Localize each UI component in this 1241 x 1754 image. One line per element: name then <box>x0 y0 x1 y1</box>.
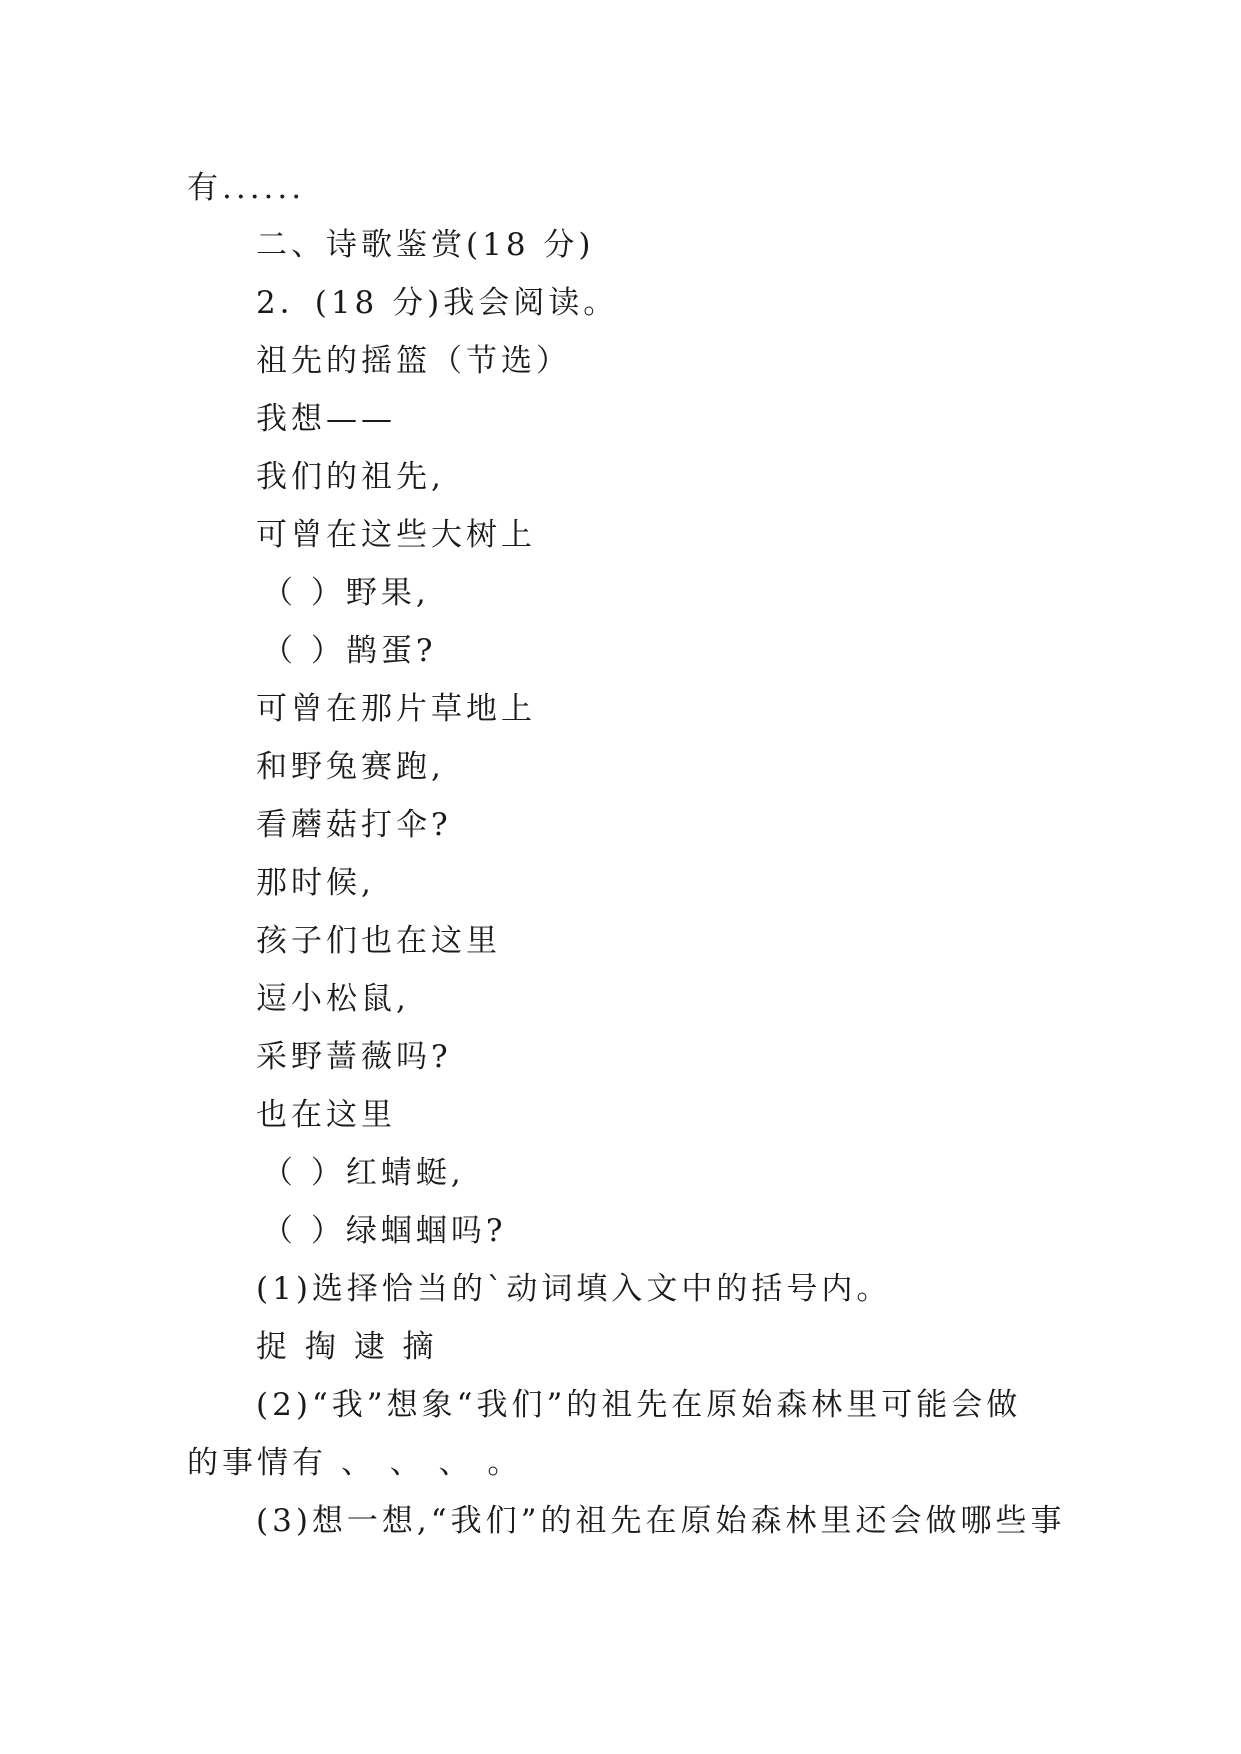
poem-line: 逗小松鼠, <box>256 981 410 1017</box>
poem-line-blank: （ ）野果, <box>262 575 430 611</box>
question-heading: 2．(18 分)我会阅读。 <box>256 285 619 321</box>
poem-line: 采野蔷薇吗? <box>256 1039 452 1075</box>
poem-line: 和野兔赛跑, <box>256 749 445 785</box>
poem-line-blank: （ ）绿蝈蝈吗? <box>262 1213 507 1249</box>
verb-options: 捉 掏 逮 摘 <box>256 1329 438 1365</box>
sub-question-3: (3)想一想,“我们”的祖先在原始森林里还会做哪些事 <box>256 1503 1066 1539</box>
poem-line: 可曾在那片草地上 <box>256 691 536 727</box>
poem-line-blank: （ ）红蜻蜓, <box>262 1155 465 1191</box>
poem-line: 我想—— <box>256 401 396 437</box>
poem-line: 也在这里 <box>256 1097 396 1133</box>
poem-line-blank: （ ）鹊蛋? <box>262 633 437 669</box>
section-heading: 二、诗歌鉴赏(18 分) <box>256 227 595 263</box>
sub-question-1: (1)选择恰当的`动词填入文中的括号内。 <box>256 1271 892 1307</box>
sub-question-2-continuation: 的事情有 、 、 、 。 <box>187 1445 523 1481</box>
poem-line: 那时候, <box>256 865 375 901</box>
continuation-line: 有...... <box>187 170 306 206</box>
poem-title: 祖先的摇篮（节选） <box>256 343 571 379</box>
poem-line: 看蘑菇打伞? <box>256 807 452 843</box>
poem-line: 我们的祖先, <box>256 459 445 495</box>
sub-question-2: (2)“我”想象“我们”的祖先在原始森林里可能会做 <box>256 1387 1022 1423</box>
poem-line: 可曾在这些大树上 <box>256 517 536 553</box>
poem-line: 孩子们也在这里 <box>256 923 501 959</box>
